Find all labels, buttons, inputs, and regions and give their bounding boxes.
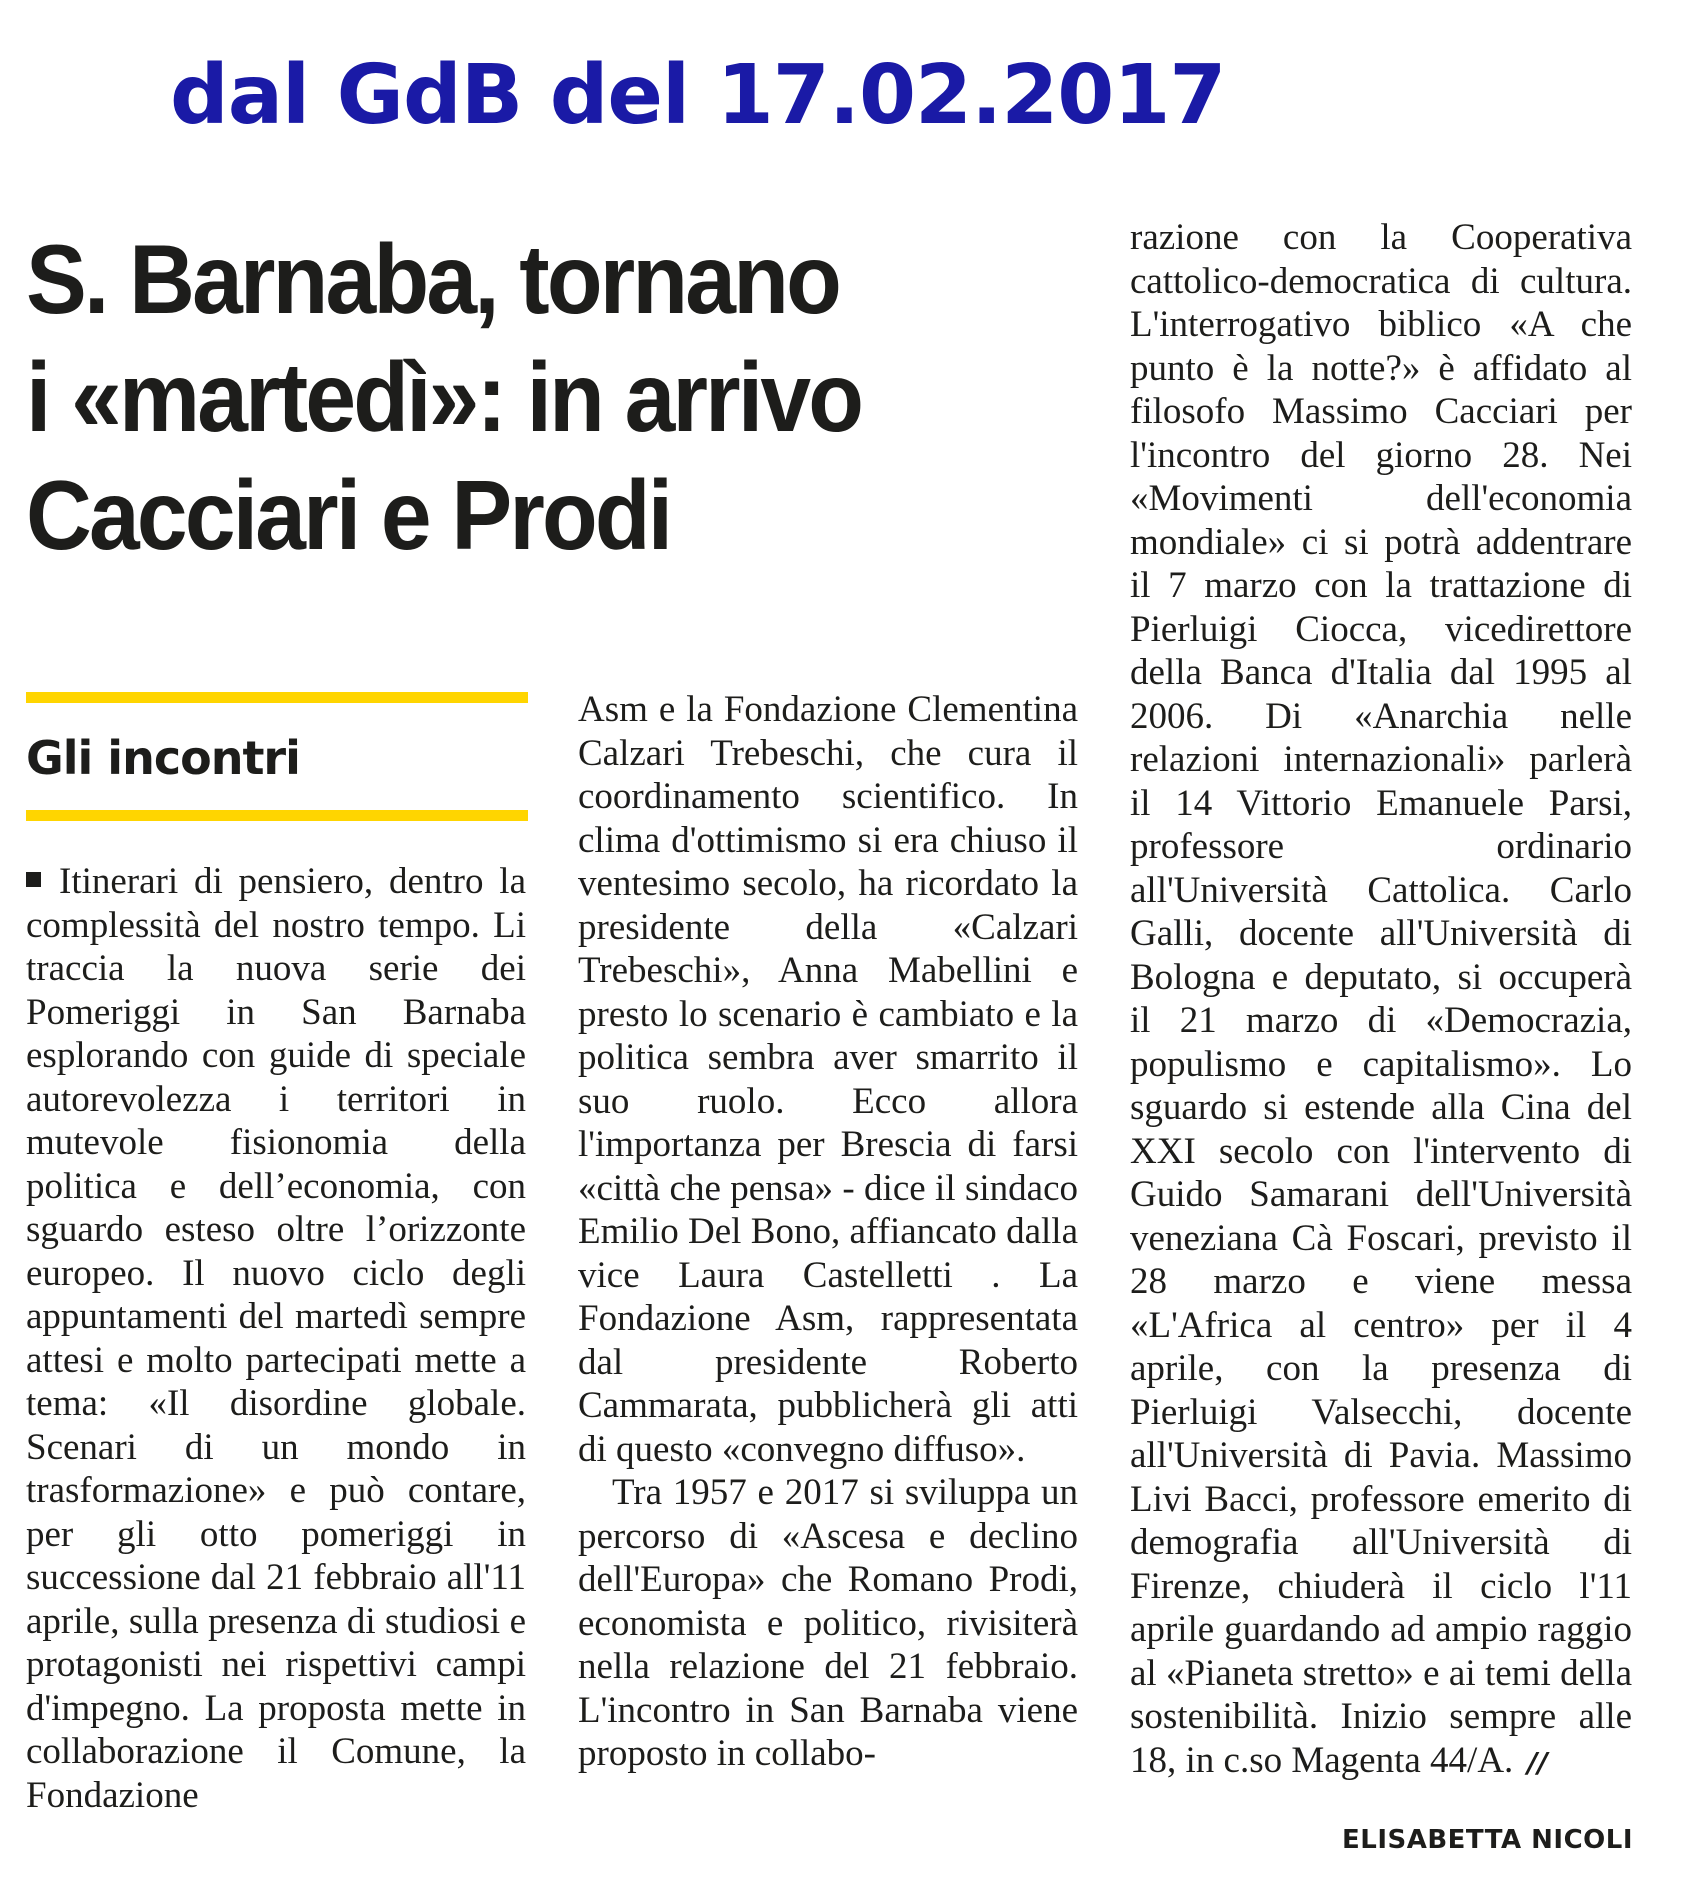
article-paragraph xyxy=(26,860,526,1817)
headline xyxy=(26,220,1021,574)
source-label: dal GdB del 17.02.2017 xyxy=(170,48,1226,143)
section-label: Gli incontri xyxy=(26,731,300,785)
end-mark: // xyxy=(1527,1745,1548,1779)
article-column-3 xyxy=(1130,216,1632,1784)
headline-line-3: Cacciari e Prodi xyxy=(26,460,671,570)
article-text: razione con la Cooperativa cattolico-democratica di cultura. L'interrogativo biblico «A che punto è la notte?» è affidato al filosofo Massimo Cacciari per l'incontro del giorno 28. Nei «Movimenti dell'economia mondiale» ci si potrà addentrare il 7 marzo con la trattazione di Pierluigi Ciocca, vicedirettore della Banca d'Italia dal 1995 al 2006. Di «Anarchia nelle relazioni internazionali» parlerà il 14 Vittorio Emanuele Parsi, professore ordinario all'Università Cattolica. Carlo Galli, docente all'Università di Bologna e deputato, si occuperà il 21 marzo di «Democrazia, populismo e capitalismo». Lo sguardo si estende alla Cina del XXI secolo con l'intervento di Guido Samarani dell'Università veneziana Cà Foscari, previsto il 28 marzo e viene messa «L'Africa al centro» per il 4 aprile, con la presenza di Pierluigi Valsecchi, docente all'Università di Pavia. Massimo Livi Bacci, professore emerito di demografia all'Università di Firenze, chiuderà il ciclo l'11 aprile guardando ad ampio raggio al «Pianeta stretto» e ai temi della sostenibilità. Inizio sempre alle 18, in c.so Magenta 44/A. xyxy=(1130,217,1632,1781)
article-column-2 xyxy=(578,688,1078,1776)
article-paragraph: Tra 1957 e 2017 si sviluppa un percorso di «Ascesa e declino dell'Europa» che Romano Prodi, economista e politico, rivisiterà nella relazione del 21 febbraio. L'incontro in San Barnaba viene proposto in collabo- xyxy=(578,1472,1078,1774)
section-rule-bottom xyxy=(26,810,528,821)
bullet-square-icon xyxy=(26,872,41,887)
article-paragraph: Asm e la Fondazione Clementina Calzari Trebeschi, che cura il coordinamento scientifico. In clima d'ottimismo si era chiuso il ventesimo secolo, ha ricordato la presidente della «Calzari Trebeschi», Anna Mabellini e presto lo scenario è cambiato e la politica sembra aver smarrito il suo ruolo. Ecco allora l'importanza per Brescia di farsi «città che pensa» - dice il sindaco Emilio Del Bono, affiancato dalla vice Laura Castelletti . La Fondazione Asm, rappresentata dal presidente Roberto Cammarata, pubblicherà gli atti di questo «convegno diffuso». xyxy=(578,689,1078,1470)
article-column-1 xyxy=(26,860,526,1817)
article-text: Itinerari di pensiero, dentro la complessità del nostro tempo. Li traccia la nuova serie dei Pomeriggi in San Barnaba esplorando con guide di speciale autorevolezza i territori in mutevole fisionomia della politica e dell’economia, con sguardo esteso oltre l’orizzonte europeo. Il nuovo ciclo degli appuntamenti del martedì sempre attesi e molto partecipati mette a tema: «Il disordine globale. Scenari di un mondo in trasformazione» e può contare, per gli otto pomeriggi in successione dal 21 febbraio all'11 aprile, sulla presenza di studiosi e protagonisti nei rispettivi campi d'impegno. La proposta mette in collaborazione il Comune, la Fondazione xyxy=(26,861,526,1816)
article-paragraph xyxy=(1130,216,1632,1784)
headline-line-1: S. Barnaba, tornano xyxy=(26,224,839,334)
section-rule-top xyxy=(26,692,528,703)
byline: ELISABETTA NICOLI xyxy=(1341,1825,1633,1855)
headline-line-2: i «martedì»: in arrivo xyxy=(26,342,862,452)
